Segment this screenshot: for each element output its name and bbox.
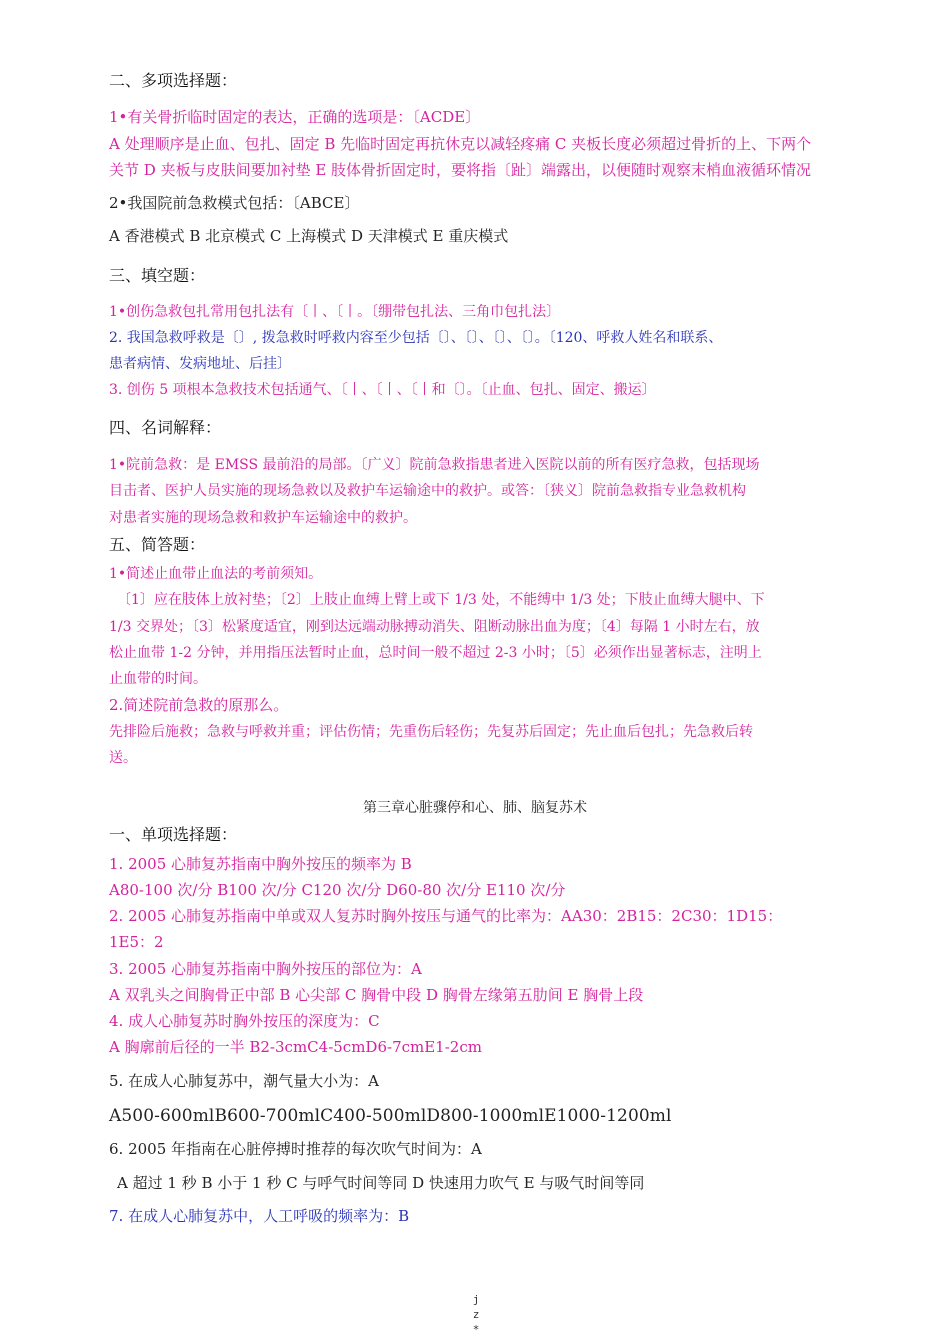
answer-line: 〔1〕应在肢体上放衬垫；〔2〕上肢止血缚上臂上或下 1/3 处，不能缚中 1/3 处；下肢止血缚大腿中、下 — [117, 592, 765, 608]
answer-line: 先排险后施救；急救与呼救并重；评估伤情；先重伤后轻伤；先复苏后固定；先止血后包扎；先急救后转 — [109, 724, 753, 740]
question-options: A 香港模式 B 北京模式 C 上海模式 D 天津模式 E 重庆模式 — [109, 227, 509, 245]
question-stem: 7. 在成人心肺复苏中，人工呼吸的频率为：B — [109, 1207, 410, 1225]
question-options: A 超过 1 秒 B 小于 1 秒 C 与呼气时间等同 D 快速用力吹气 E 与吸气时间等同 — [117, 1174, 645, 1192]
question-stem: 1•有关骨折临时固定的表达，正确的选项是：〔ACDE〕 — [109, 108, 481, 126]
answer-line: 送。 — [109, 750, 137, 766]
question-line: 1•创伤急救包扎常用包扎法有〔丨、〔丨。〔绷带包扎法、三角巾包扎法〕 — [109, 304, 561, 320]
question-stem: 2. 2005 心肺复苏指南中单或双人复苏时胸外按压与通气的比率为：AA30：2B15：2C30：1D15： — [109, 907, 783, 925]
definition-line: 目击者、医护人员实施的现场急救以及救护车运输途中的救护。或答：〔狭义〕院前急救指专业急救机构 — [109, 483, 746, 499]
question-line: 2.简述院前急救的原那么。 — [109, 696, 289, 714]
question-options: A80-100 次/分 B100 次/分 C120 次/分 D60-80 次/分 E110 次/分 — [109, 881, 566, 899]
question-line: 3. 创伤 5 项根本急救技术包括通气、〔丨、〔丨、〔丨和〔〕。〔止血、包扎、固定、搬运〕 — [109, 382, 656, 398]
question-stem: 3. 2005 心肺复苏指南中胸外按压的部位为：A — [109, 960, 422, 978]
question-line: 患者病情、发病地址、后挂〕 — [109, 356, 291, 372]
question-line: 1•简述止血带止血法的考前须知。 — [109, 566, 323, 582]
question-options: A 双乳头之间胸骨正中部 B 心尖部 C 胸骨中段 D 胸骨左缘第五肋间 E 胸骨上段 — [109, 986, 644, 1004]
question-stem: 4. 成人心肺复苏时胸外按压的深度为：C — [109, 1012, 380, 1030]
section-heading-terms: 四、名词解释： — [109, 418, 222, 437]
question-stem: 5. 在成人心肺复苏中，潮气量大小为：A — [109, 1072, 379, 1090]
answer-line: 1/3 交界处；〔3〕松紧度适宜，刚到达远端动脉搏动消失、阻断动脉出血为度；〔4〕每隔 1 小时左右，放 — [109, 619, 760, 635]
question-stem: 1E5：2 — [109, 933, 164, 951]
question-stem: 2•我国院前急救模式包括：〔ABCE〕 — [109, 194, 360, 212]
question-options: A 胸廓前后径的一半 B2-3cmC4-5cmD6-7cmE1-2cm — [109, 1038, 482, 1056]
question-options: A500-600mlB600-700mlC400-500mlD800-1000mlE1000-1200ml — [109, 1106, 672, 1126]
section-heading-single-choice: 一、单项选择题： — [109, 825, 238, 844]
section-heading-short-answer: 五、简答题： — [109, 535, 206, 554]
answer-line: 止血带的时间。 — [109, 671, 207, 687]
question-options: A 处理顺序是止血、包扎、固定 B 先临时固定再抗休克以减轻疼痛 C 夹板长度必须超过骨折的上、下两个 — [109, 135, 812, 153]
definition-line: 1•院前急救：是 EMSS 最前沿的局部。〔广义〕院前急救指患者进入医院以前的所有医疗急救，包括现场 — [109, 457, 760, 473]
question-stem: 6. 2005 年指南在心脏停搏时推荐的每次吹气时间为：A — [109, 1140, 482, 1158]
answer-line: 松止血带 1-2 分钟，并用指压法暂时止血，总时间一般不超过 2-3 小时；〔5〕必须作出显著标志，注明上 — [109, 645, 762, 661]
footer-mark: z — [472, 1308, 480, 1321]
definition-line: 对患者实施的现场急救和救护车运输途中的救护。 — [109, 510, 417, 526]
section-heading-fill: 三、填空题： — [109, 266, 206, 285]
question-line: 2. 我国急救呼救是〔〕, 拨急救时呼救内容至少包括〔〕、〔〕、〔〕、〔〕。〔120、呼救人姓名和联系、 — [109, 330, 723, 346]
question-options: 关节 D 夹板与皮肤间要加衬垫 E 肢体骨折固定时，要将指〔趾〕端露出，以便随时观察末梢血液循环情况 — [109, 161, 812, 179]
section-heading-multi-choice: 二、多项选择题： — [109, 71, 238, 90]
footer-mark: * — [472, 1323, 480, 1336]
chapter-title: 第三章心脏骤停和心、肺、脑复苏术 — [363, 800, 587, 816]
question-stem: 1. 2005 心肺复苏指南中胸外按压的频率为 B — [109, 855, 412, 873]
footer-mark: j — [472, 1293, 480, 1306]
